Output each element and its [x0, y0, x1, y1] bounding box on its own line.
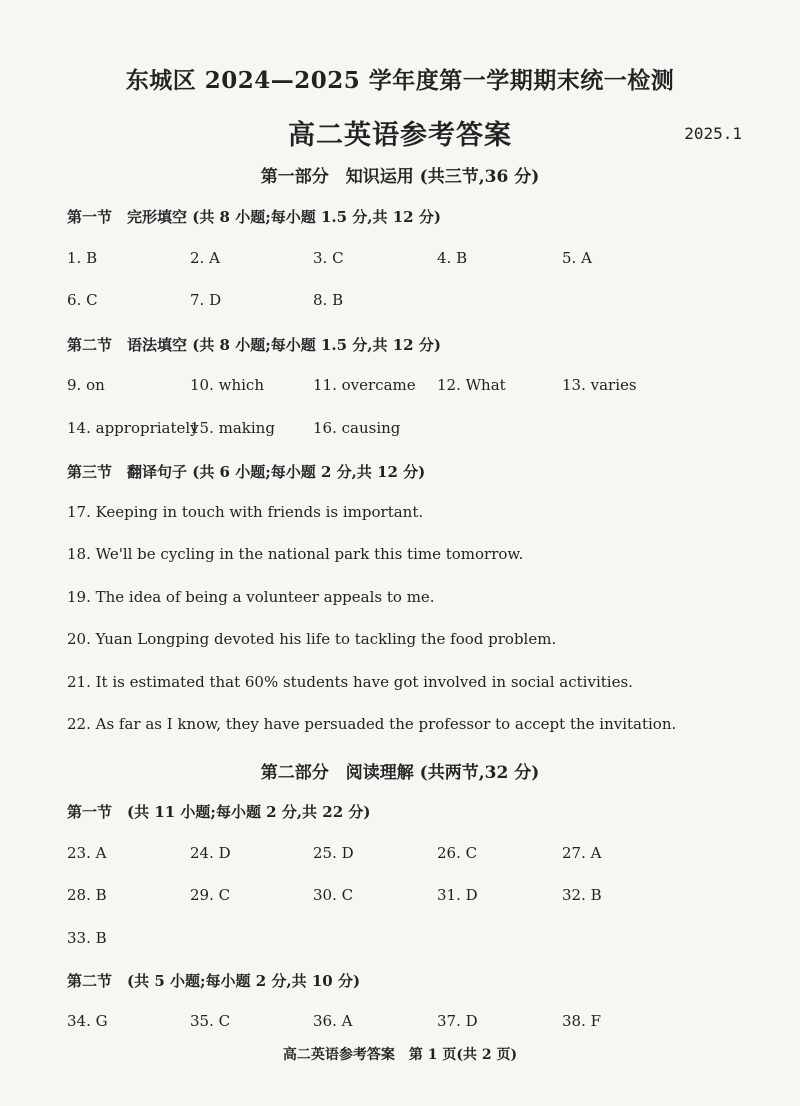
translation-20: 20. Yuan Longping devoted his life to tackling the food problem.: [67, 630, 557, 648]
exam-title: 东城区 2024—2025 学年度第一学期期末统一检测: [125, 67, 675, 94]
part2-sec1-title: 第一节 (共 11 小题;每小题 2 分,共 22 分): [67, 803, 371, 821]
part1-sec3-title: 第三节 翻译句子 (共 6 小题;每小题 2 分,共 12 分): [67, 463, 426, 481]
answer-4: 4. B: [437, 249, 468, 267]
part2-title: 第二部分 阅读理解 (共两节,32 分): [260, 763, 540, 783]
answer-11: 11. overcame: [313, 376, 416, 394]
answer-28: 28. B: [67, 886, 107, 904]
answer-1: 1. B: [67, 249, 98, 267]
answer-32: 32. B: [562, 886, 602, 904]
answer-23: 23. A: [67, 844, 107, 862]
answer-14: 14. appropriately: [67, 419, 199, 437]
part1-sec1-title: 第一节 完形填空 (共 8 小题;每小题 1.5 分,共 12 分): [67, 208, 441, 226]
answer-15: 15. making: [190, 419, 275, 437]
part2-sec2-title: 第二节 (共 5 小题;每小题 2 分,共 10 分): [67, 972, 361, 990]
answer-13: 13. varies: [562, 376, 637, 394]
translation-17: 17. Keeping in touch with friends is important.: [67, 503, 424, 521]
answer-34: 34. G: [67, 1012, 108, 1030]
answer-31: 31. D: [437, 886, 478, 904]
answer-2: 2. A: [190, 249, 220, 267]
answer-35: 35. C: [190, 1012, 231, 1030]
translation-19: 19. The idea of being a volunteer appeals to me.: [67, 588, 435, 606]
page-footer: 高二英语参考答案 第 1 页(共 2 页): [282, 1047, 518, 1063]
part1-title: 第一部分 知识运用 (共三节,36 分): [260, 167, 540, 187]
answer-24: 24. D: [190, 844, 231, 862]
answer-10: 10. which: [190, 376, 264, 394]
answer-37: 37. D: [437, 1012, 478, 1030]
answer-16: 16. causing: [313, 419, 401, 437]
answer-9: 9. on: [67, 376, 105, 394]
translation-18: 18. We'll be cycling in the national park this time tomorrow.: [67, 545, 524, 563]
answer-27: 27. A: [562, 844, 602, 862]
answer-6: 6. C: [67, 291, 98, 309]
answer-5: 5. A: [562, 249, 592, 267]
answer-29: 29. C: [190, 886, 231, 904]
answer-key-title: 高二英语参考答案: [288, 120, 512, 151]
answer-8: 8. B: [313, 291, 344, 309]
answer-38: 38. F: [562, 1012, 602, 1030]
exam-date: 2025.1: [684, 124, 742, 143]
translation-22: 22. As far as I know, they have persuaded the professor to accept the invitation.: [67, 715, 677, 733]
answer-3: 3. C: [313, 249, 344, 267]
part1-sec2-title: 第二节 语法填空 (共 8 小题;每小题 1.5 分,共 12 分): [67, 336, 441, 354]
answer-7: 7. D: [190, 291, 222, 309]
answer-12: 12. What: [437, 376, 506, 394]
answer-25: 25. D: [313, 844, 354, 862]
answer-36: 36. A: [313, 1012, 353, 1030]
answer-26: 26. C: [437, 844, 478, 862]
translation-21: 21. It is estimated that 60% students have got involved in social activities.: [67, 673, 633, 691]
answer-33: 33. B: [67, 929, 107, 947]
answer-30: 30. C: [313, 886, 354, 904]
